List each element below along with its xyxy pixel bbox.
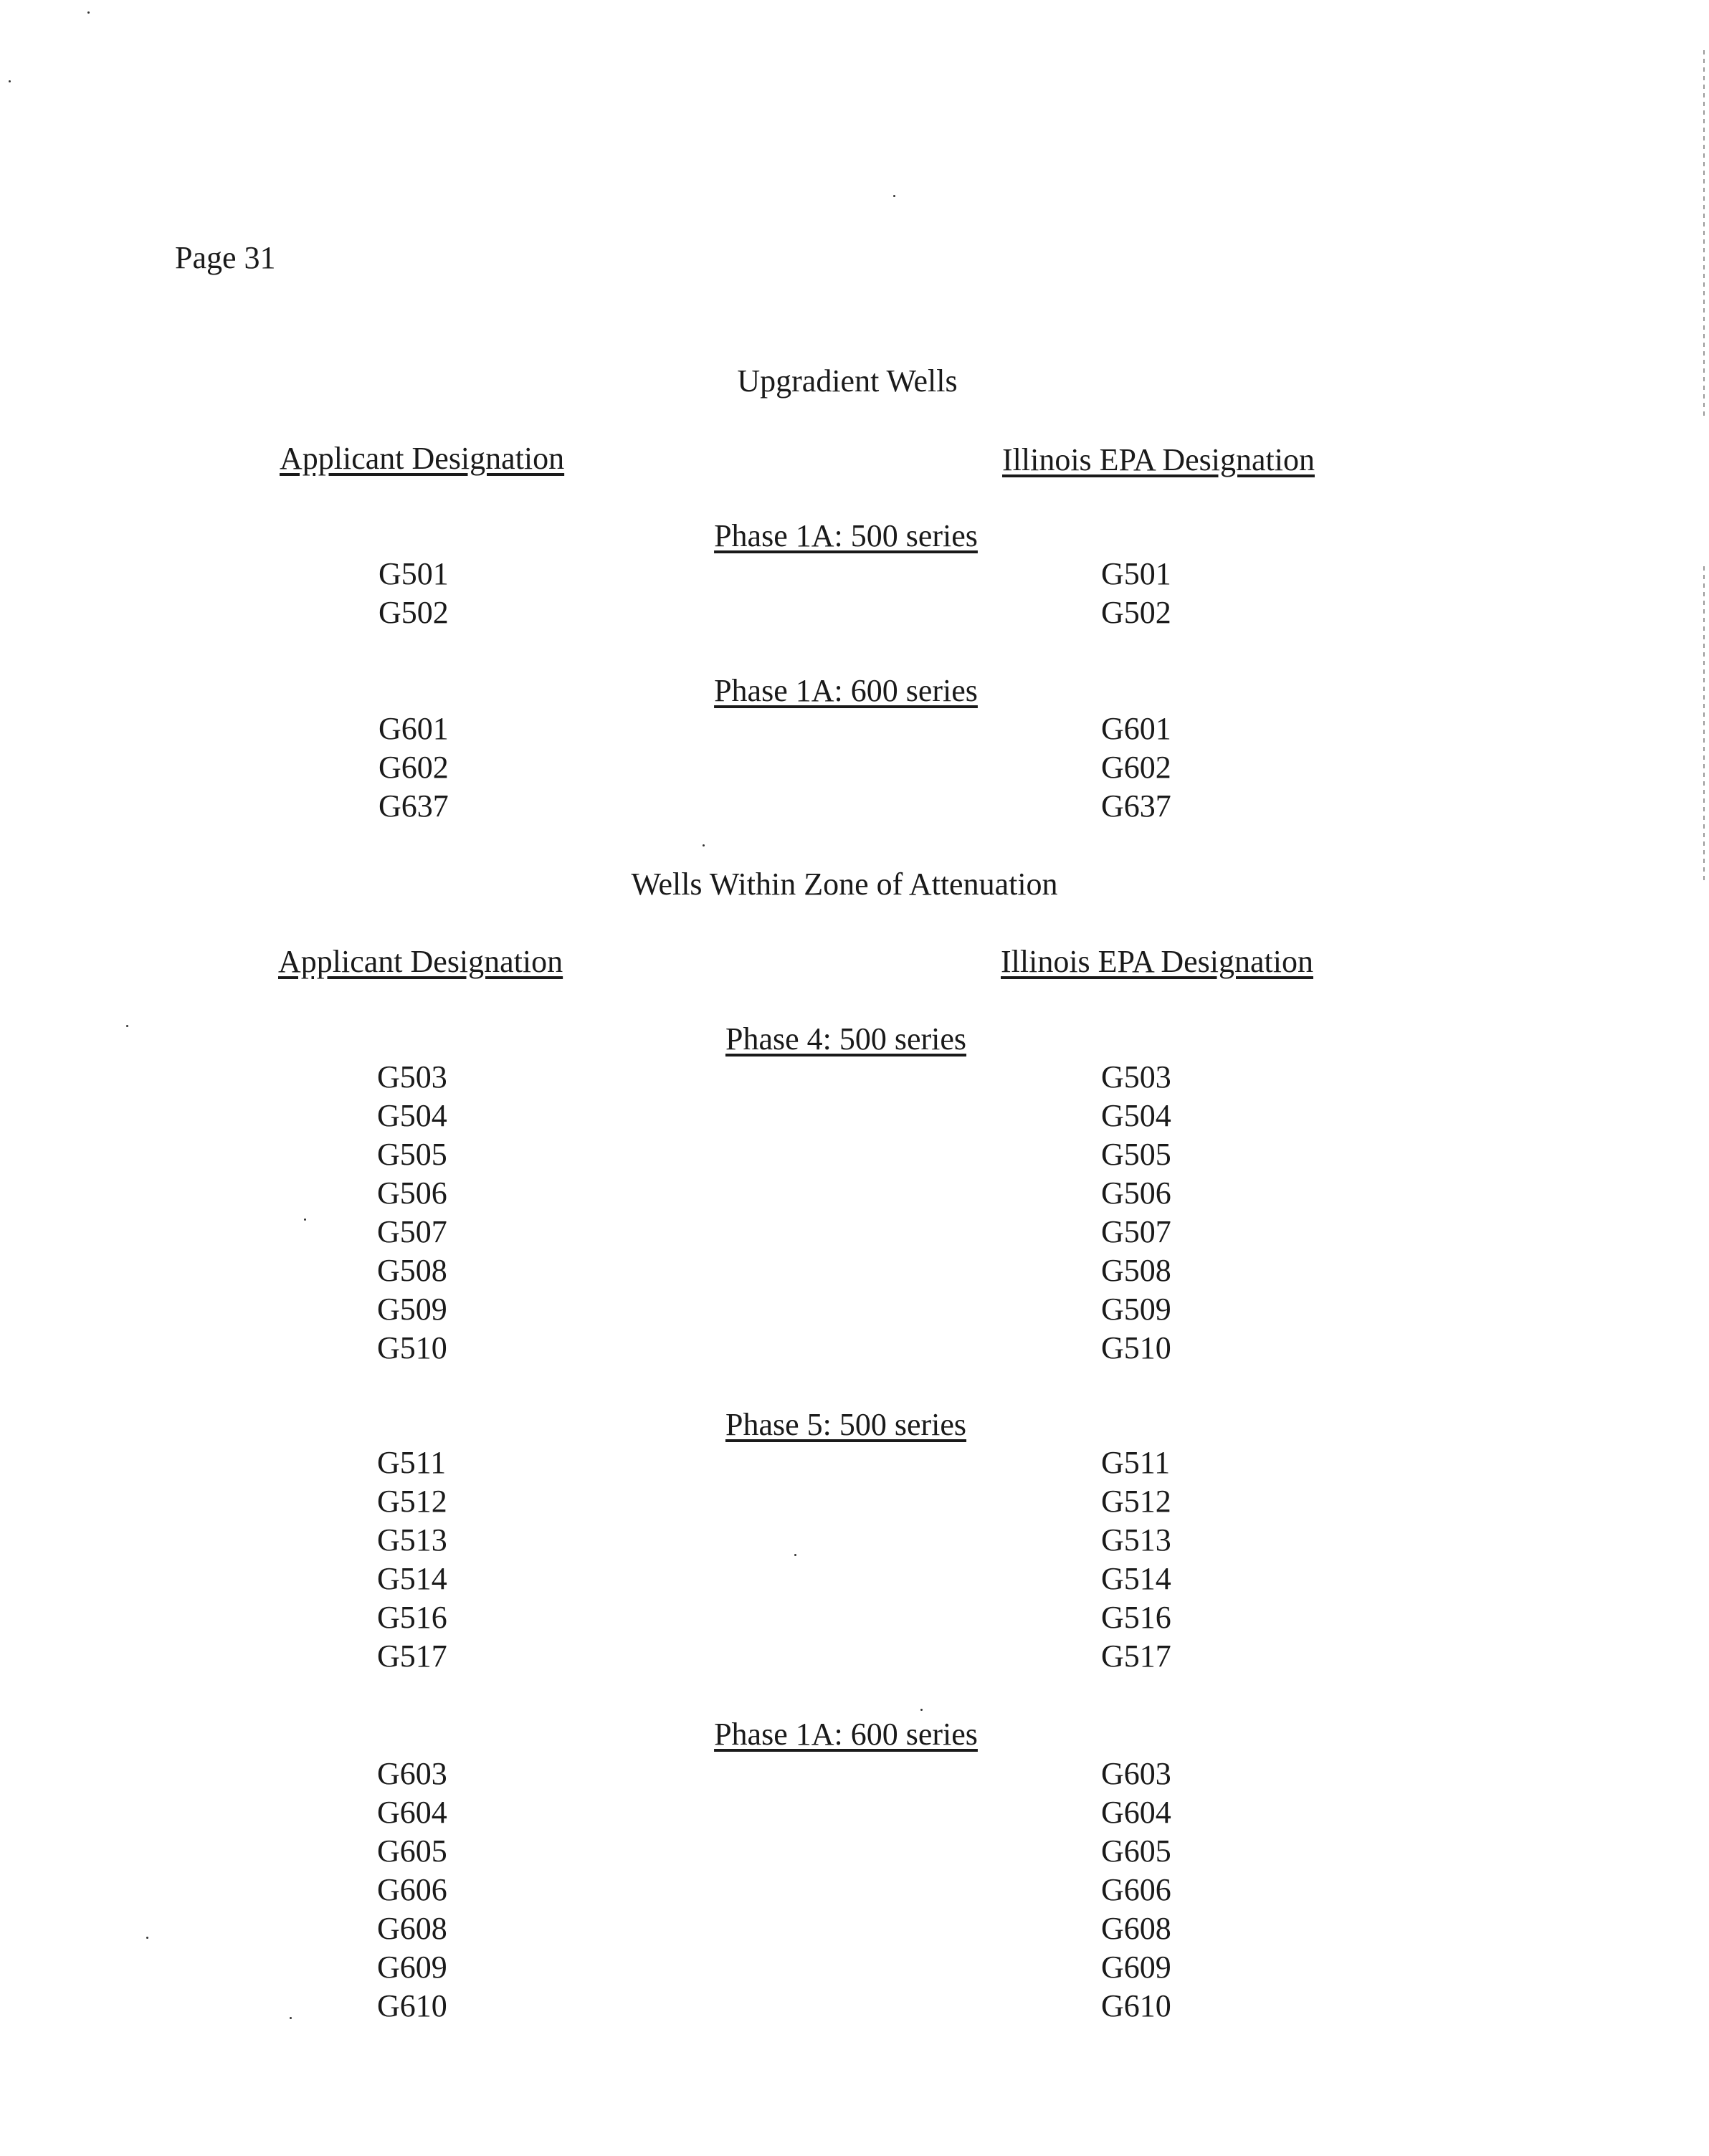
scan-speck: [87, 11, 90, 14]
well-id: G608: [1101, 1911, 1171, 1946]
scan-edge-mark: [1703, 50, 1705, 416]
well-id: G503: [377, 1059, 447, 1094]
well-id: G605: [1101, 1833, 1171, 1869]
well-id: G609: [377, 1950, 447, 1985]
well-id: G511: [1101, 1445, 1171, 1480]
well-id: G514: [1101, 1561, 1171, 1596]
well-id: G637: [1101, 788, 1171, 824]
well-id: G507: [1101, 1214, 1171, 1249]
well-id: G506: [1101, 1175, 1171, 1211]
scan-edge-mark: [1703, 566, 1705, 882]
scan-speck: [893, 195, 895, 197]
well-id: G506: [377, 1175, 447, 1211]
well-id: G517: [1101, 1639, 1171, 1674]
well-id: G511: [377, 1445, 447, 1480]
page-number: Page 31: [175, 240, 276, 275]
section-title-zone-of-attenuation: Wells Within Zone of Attenuation: [631, 867, 1058, 902]
well-id: G606: [1101, 1872, 1171, 1907]
phase-heading: Phase 1A: 600 series: [714, 673, 978, 708]
well-id: G505: [377, 1137, 447, 1172]
well-id: G509: [1101, 1292, 1171, 1327]
well-id: G504: [1101, 1098, 1171, 1133]
well-id: G601: [379, 711, 449, 746]
well-id: G502: [379, 595, 449, 630]
scan-speck: [794, 1554, 796, 1556]
well-id: G510: [1101, 1330, 1171, 1365]
scan-speck: [290, 2017, 292, 2019]
well-id: G504: [377, 1098, 447, 1133]
scan-speck: [9, 80, 11, 82]
applicant-well-list: [379, 555, 449, 632]
well-id: G512: [1101, 1484, 1171, 1519]
epa-well-list: [1101, 555, 1171, 632]
well-id: G508: [1101, 1253, 1171, 1288]
scan-speck: [146, 1937, 148, 1939]
well-id: G610: [1101, 1988, 1171, 2023]
phase-heading: Phase 5: 500 series: [725, 1407, 967, 1442]
well-id: G609: [1101, 1950, 1171, 1985]
well-id: G502: [1101, 595, 1171, 630]
well-id: G507: [377, 1214, 447, 1249]
well-id: G516: [377, 1600, 447, 1635]
well-id: G513: [377, 1522, 447, 1558]
well-id: G637: [379, 788, 449, 824]
well-id: G505: [1101, 1137, 1171, 1172]
applicant-well-list: [377, 1755, 447, 2026]
applicant-well-list: [377, 1444, 447, 1676]
well-id: G604: [1101, 1795, 1171, 1830]
column-header-applicant: Applicant Designation: [278, 944, 563, 979]
well-id: G503: [1101, 1059, 1171, 1094]
well-id: G509: [377, 1292, 447, 1327]
column-header-epa: Illinois EPA Designation: [1002, 442, 1315, 477]
epa-well-list: [1101, 1755, 1171, 2026]
phase-heading: Phase 1A: 500 series: [714, 518, 978, 553]
well-id: G514: [377, 1561, 447, 1596]
well-id: G508: [377, 1253, 447, 1288]
well-id: G601: [1101, 711, 1171, 746]
well-id: G606: [377, 1872, 447, 1907]
well-id: G501: [1101, 556, 1171, 591]
scan-speck: [304, 1218, 306, 1221]
well-id: G602: [1101, 750, 1171, 785]
well-id: G603: [377, 1756, 447, 1791]
well-id: G513: [1101, 1522, 1171, 1558]
epa-well-list: [1101, 1444, 1171, 1676]
well-id: G608: [377, 1911, 447, 1946]
applicant-well-list: [377, 1058, 447, 1368]
well-id: G602: [379, 750, 449, 785]
phase-heading: Phase 4: 500 series: [725, 1021, 967, 1056]
section-title-upgradient: Upgradient Wells: [737, 363, 958, 399]
well-id: G603: [1101, 1756, 1171, 1791]
epa-well-list: [1101, 710, 1171, 826]
well-id: G510: [377, 1330, 447, 1365]
well-id: G517: [377, 1639, 447, 1674]
phase-heading: Phase 1A: 600 series: [714, 1717, 978, 1752]
scan-speck: [920, 1709, 923, 1711]
well-id: G512: [377, 1484, 447, 1519]
well-id: G610: [377, 1988, 447, 2023]
well-id: G605: [377, 1833, 447, 1869]
column-header-epa: Illinois EPA Designation: [1001, 944, 1313, 979]
epa-well-list: [1101, 1058, 1171, 1368]
scan-speck: [703, 844, 705, 846]
applicant-well-list: [379, 710, 449, 826]
well-id: G604: [377, 1795, 447, 1830]
column-header-applicant: Applicant Designation: [280, 441, 565, 476]
well-id: G516: [1101, 1600, 1171, 1635]
well-id: G501: [379, 556, 449, 591]
